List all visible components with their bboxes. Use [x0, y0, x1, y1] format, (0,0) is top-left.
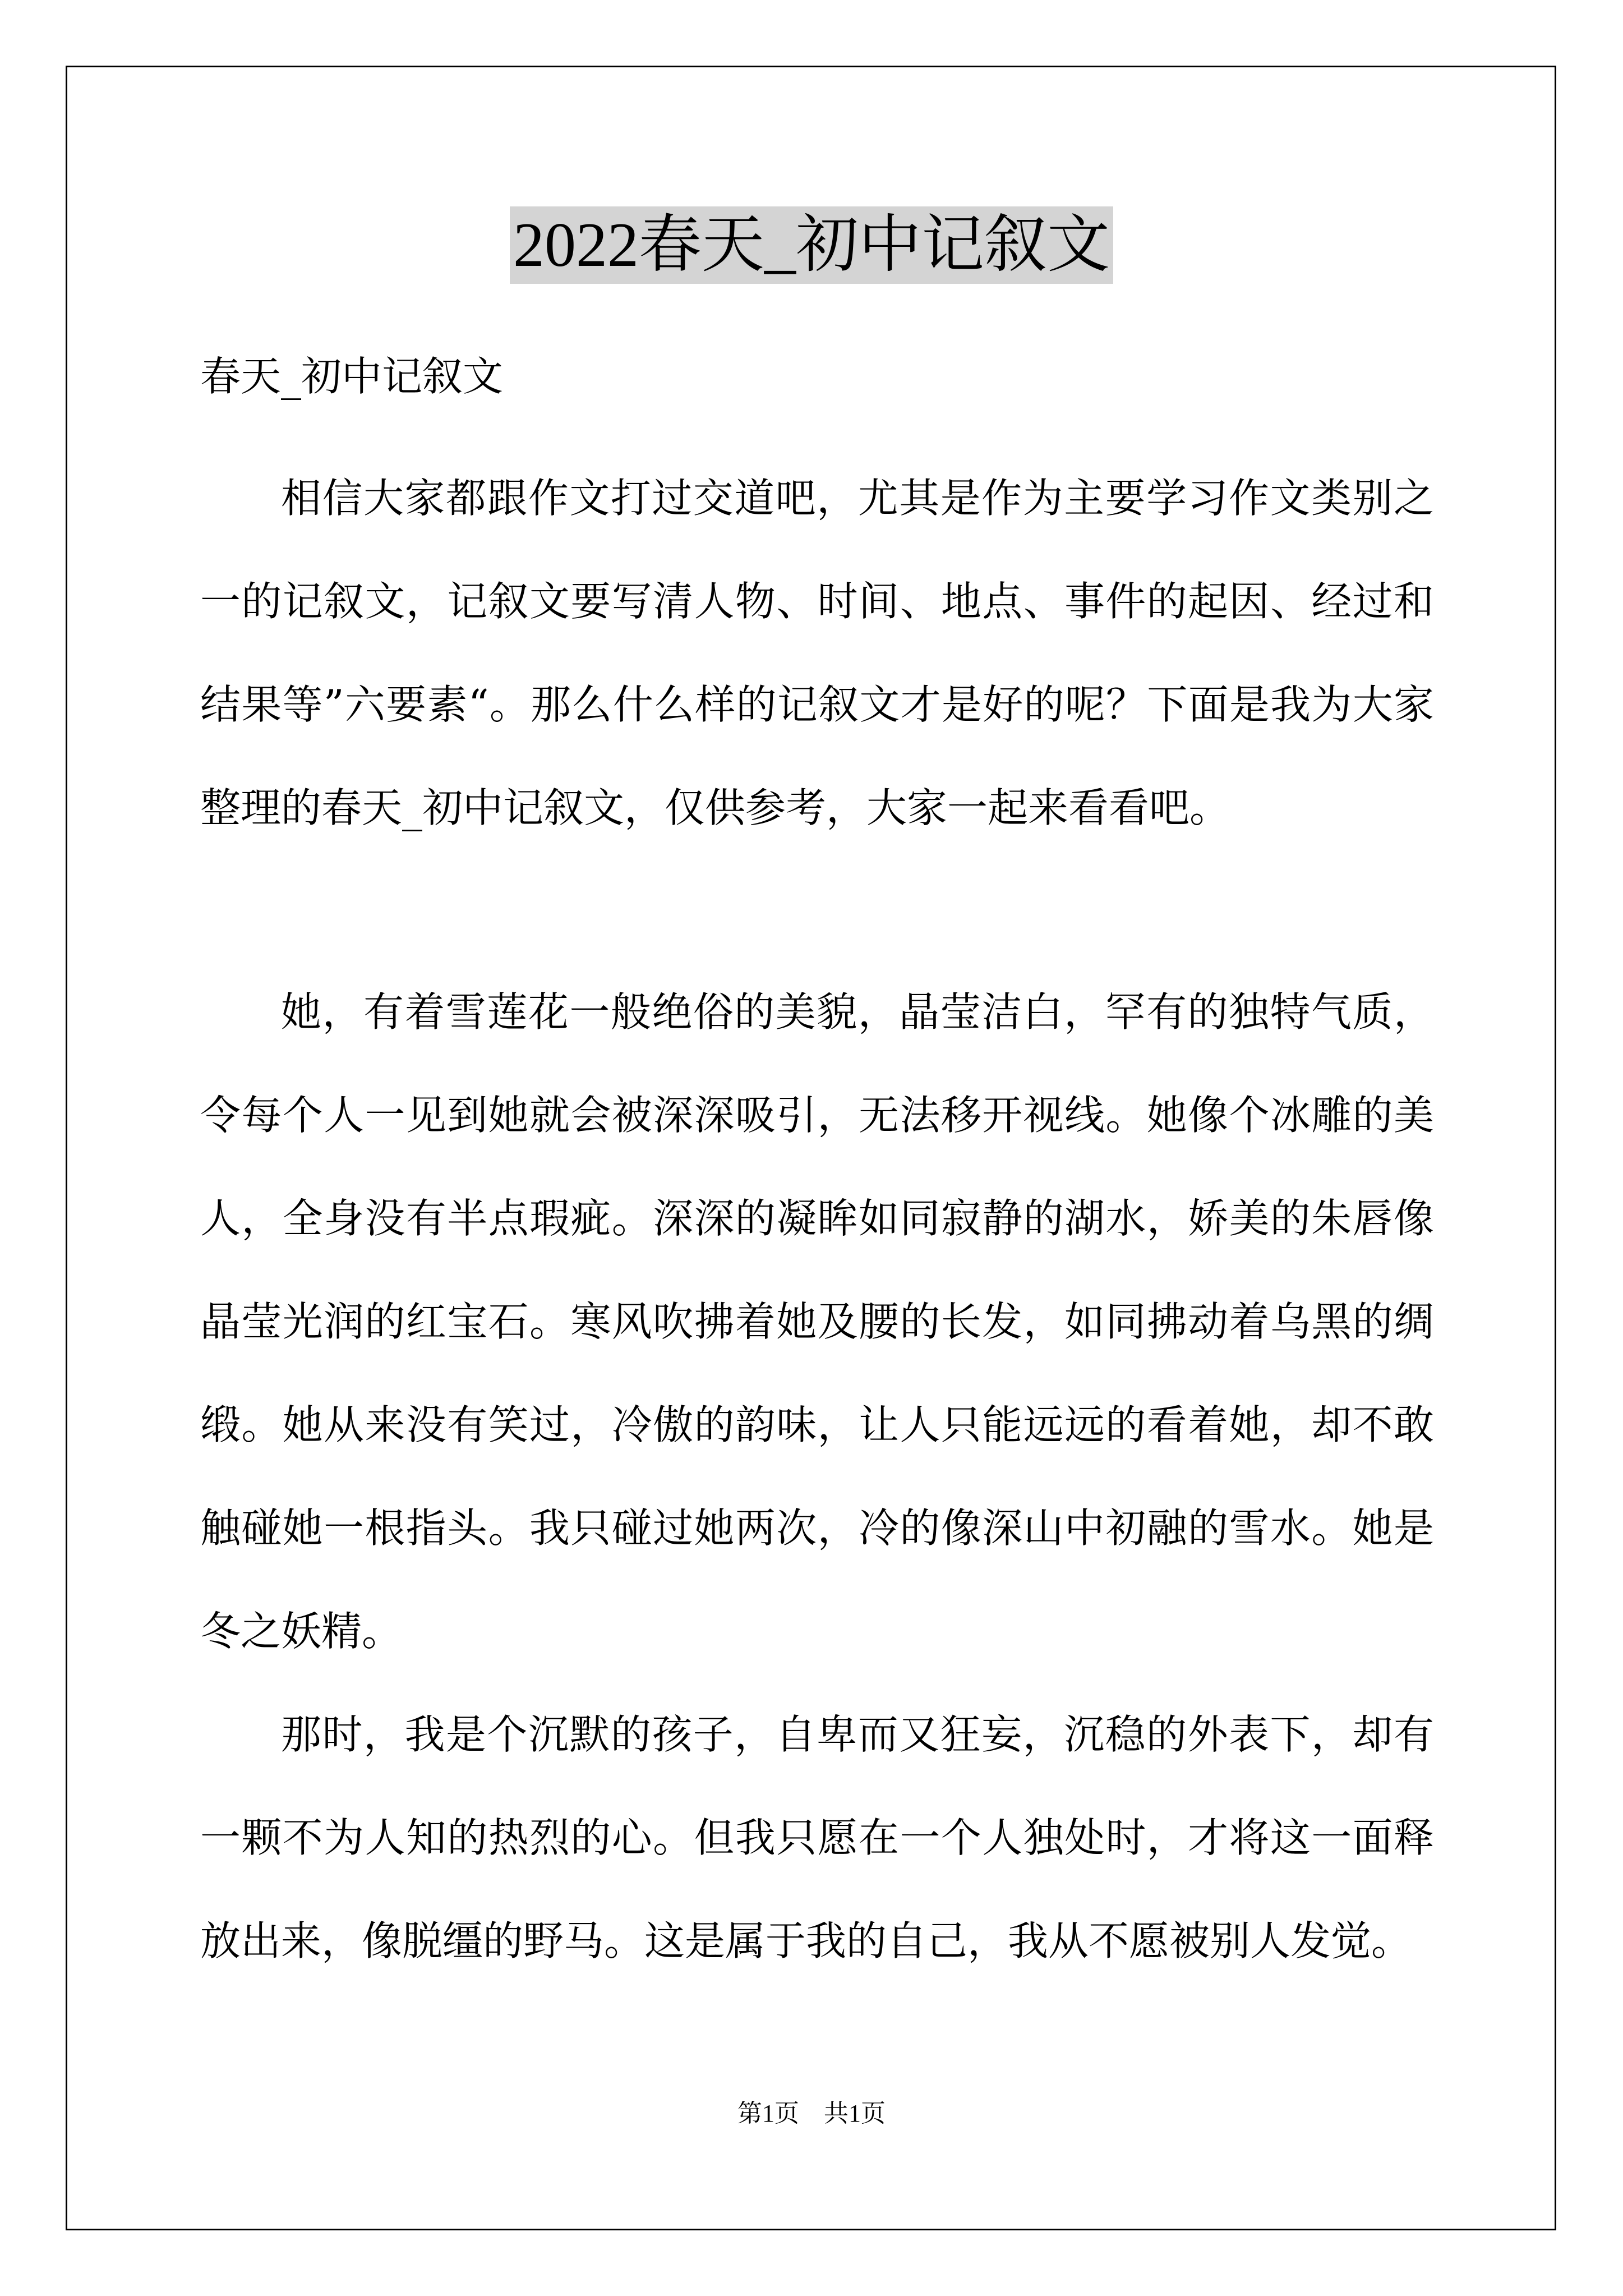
document-subtitle: 春天_初中记叙文 — [200, 353, 504, 400]
title-container — [0, 206, 1623, 284]
document-title[interactable]: 2022春天_初中记叙文 — [510, 206, 1113, 284]
spacer — [200, 859, 1434, 960]
spacer — [200, 407, 1434, 447]
page-footer: 第1页 共1页 — [737, 2100, 886, 2127]
document-body — [200, 346, 1434, 1993]
body-paragraph: 她，有着雪莲花一般绝俗的美貌，晶莹洁白，罕有的独特气质，令每个人一见到她就会被深深吸引，无法移开视线。她像个冰雕的美人，全身没有半点瑕疵。深深的凝眸如同寂静的湖水，娇美的朱唇像晶莹光润的红宝石。寒风吹拂着她及腰的长发，如同拂动着乌黑的绸缎。她从来没有笑过，冷傲的韵味，让人只能远远的看着她，却不敢触碰她一根指头。我只碰过她两次，冷的像深山中初融的雪水。她是冬之妖精。 — [200, 988, 1434, 1655]
body-paragraph: 那时，我是个沉默的孩子，自卑而又狂妄，沉稳的外表下，却有一颗不为人知的热烈的心。但我只愿在一个人独处时，才将这一面释放出来，像脱缰的野马。这是属于我的自己，我从不愿被别人发觉。 — [200, 1711, 1434, 1964]
intro-paragraph: 相信大家都跟作文打过交道吧，尤其是作为主要学习作文类别之一的记叙文，记叙文要写清人物、时间、地点、事件的起因、经过和结果等”六要素“。那么什么样的记叙文才是好的呢？下面是我为大家整理的春天_初中记叙文，仅供参考，大家一起来看看吧。 — [200, 475, 1434, 831]
